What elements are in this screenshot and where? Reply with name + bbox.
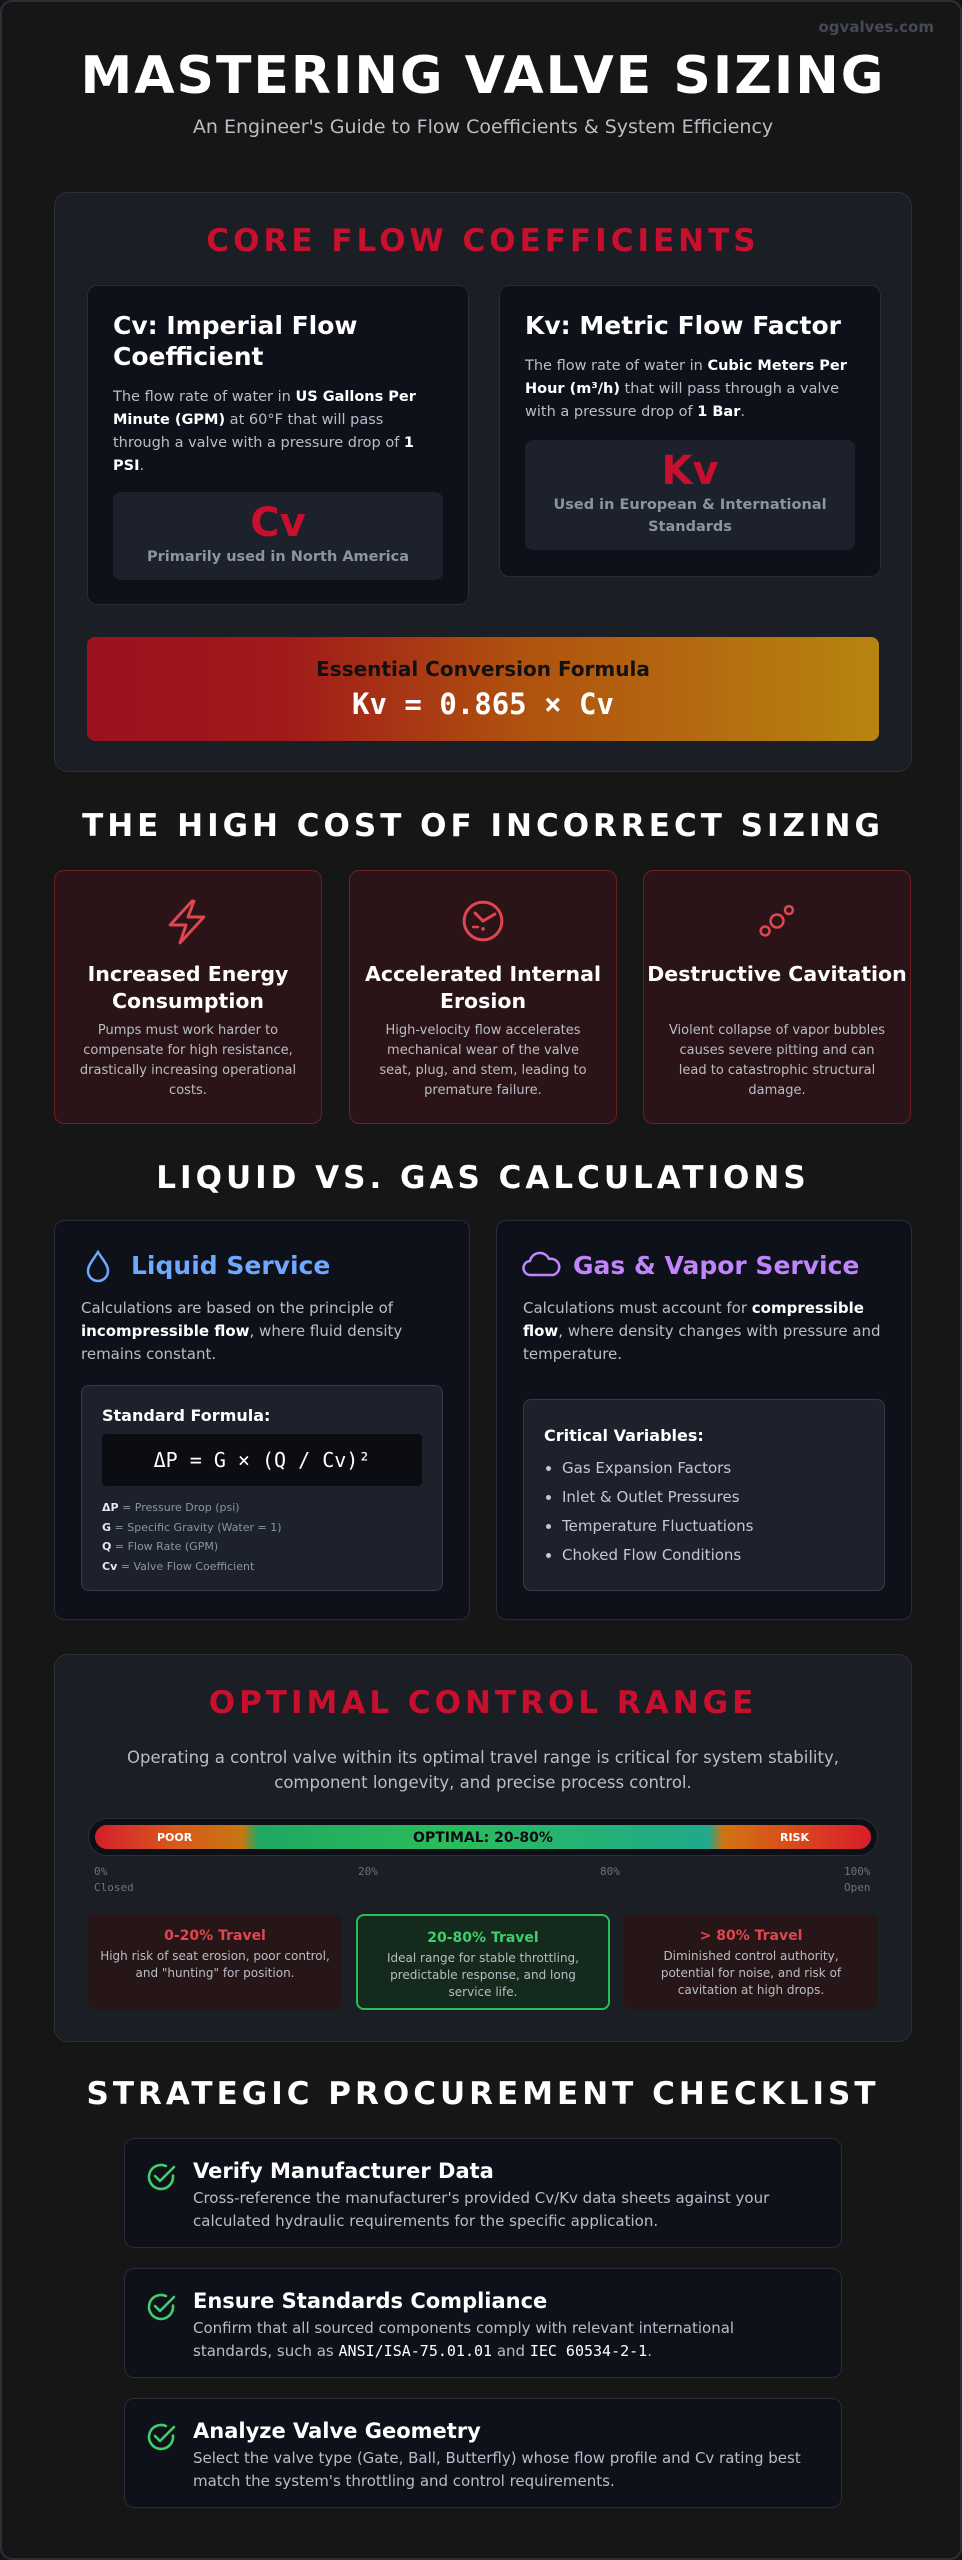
cost-desc-energy: Pumps must work harder to compensate for high resistance, drastically increasing operational costs. [79, 1023, 297, 1098]
cost-card-cavitation [643, 870, 911, 1124]
tick-20 [358, 1864, 378, 1880]
cost-card-erosion [349, 870, 617, 1124]
gas-variables-label: Critical Variables: [544, 1426, 704, 1445]
droplet-icon [81, 1249, 115, 1283]
checklist-item [124, 2398, 842, 2508]
gas-variables-list [562, 1454, 753, 1570]
list-item: • Temperature Fluctuations [562, 1512, 753, 1541]
checklist-item-title: Ensure Standards Compliance [193, 2289, 548, 2313]
legend-item: Q = Flow Rate (GPM) [102, 1540, 219, 1553]
cv-card [87, 285, 469, 605]
tick-value: 80% [600, 1865, 620, 1878]
kv-symbol: Kv [661, 448, 719, 494]
brand-watermark: ogvalves.com [818, 18, 934, 36]
tick-value: 0% [94, 1865, 108, 1878]
cv-description: The flow rate of water in US Gallons Per Minute (GPM) at 60°F that will pass through a valve with a pressure drop of 1 PSI. [113, 389, 416, 474]
cost-desc-cavitation: Violent collapse of vapor bubbles causes severe pitting and can lead to catastrophic structural damage. [668, 1023, 886, 1098]
kv-card [499, 285, 881, 577]
liquid-formula: ΔP = G × (Q / Cv)² [102, 1434, 422, 1486]
lightning-icon [55, 897, 321, 945]
liquid-service-description: Calculations are based on the principle of incompressible flow, where fluid density remains constant. [81, 1299, 403, 1363]
gauge-risk-label: RISK [779, 1831, 809, 1844]
gas-variables-box [523, 1399, 885, 1591]
range-title-optimal: 20-80% Travel [427, 1930, 539, 1946]
range-desc-high: Diminished control authority, potential for noise, and risk of cavitation at high drops. [660, 1949, 842, 1997]
kv-title: Kv: Metric Flow Factor [525, 311, 841, 340]
tick-sub: Closed [94, 1881, 134, 1894]
legend-item: G = Specific Gravity (Water = 1) [102, 1520, 282, 1534]
gas-service-header [523, 1249, 891, 1283]
gauge-optimal-label: OPTIMAL: 20-80% [413, 1830, 553, 1846]
check-circle-icon [145, 2161, 177, 2193]
cost-title-cavitation: Destructive Cavitation [647, 962, 907, 986]
kv-symbol-box [525, 440, 855, 550]
gas-service-card [496, 1220, 912, 1620]
cv-title: Cv: Imperial Flow Coefficient [113, 311, 358, 371]
check-circle-icon [145, 2291, 177, 2323]
checklist-item-desc: Cross-reference the manufacturer's provided Cv/Kv data sheets against your calculated hydraulic requirements for the specific application. [193, 2189, 770, 2230]
coefficients-title: CORE FLOW COEFFICIENTS [206, 223, 760, 259]
cost-title-erosion: Accelerated Internal Erosion [365, 962, 601, 1013]
range-title-low: 0-20% Travel [164, 1928, 266, 1944]
costs-title: THE HIGH COST OF INCORRECT SIZING [82, 808, 884, 844]
erosion-gauge-icon [350, 897, 616, 945]
bubbles-icon [644, 897, 910, 945]
cost-desc-erosion: High-velocity flow accelerates mechanical wear of the valve seat, plug, and stem, leading to premature failure. [379, 1023, 587, 1098]
conversion-formula-equation: Kv = 0.865 × Cv [352, 687, 614, 721]
cost-title-energy: Increased Energy Consumption [87, 962, 289, 1013]
control-range-description: Operating a control valve within its optimal travel range is critical for system stability, component longevity, and precise process control. [127, 1748, 839, 1792]
tick-80 [600, 1864, 620, 1880]
kv-description: The flow rate of water in Cubic Meters Per Hour (m³/h) that will pass through a valve with a pressure drop of 1 Bar. [525, 358, 847, 420]
gauge-poor-label: POOR [157, 1831, 193, 1844]
checklist-item-title: Verify Manufacturer Data [193, 2159, 494, 2183]
checklist-item [124, 2268, 842, 2378]
cost-card-energy [54, 870, 322, 1124]
list-item: • Inlet & Outlet Pressures [562, 1483, 753, 1512]
cv-usage-note: Primarily used in North America [146, 549, 409, 565]
liquid-service-title: Liquid Service [131, 1251, 331, 1280]
calculations-title: LIQUID VS. GAS CALCULATIONS [156, 1160, 810, 1196]
page-subtitle: An Engineer's Guide to Flow Coefficients & System Efficiency [192, 116, 774, 138]
cv-symbol-box [113, 492, 443, 580]
checklist-item [124, 2138, 842, 2248]
liquid-formula-box [81, 1385, 443, 1591]
control-range-title: OPTIMAL CONTROL RANGE [208, 1685, 758, 1721]
checklist-title: STRATEGIC PROCUREMENT CHECKLIST [86, 2076, 880, 2112]
legend-item: ΔP = Pressure Drop (psi) [102, 1501, 240, 1514]
liquid-service-card [54, 1220, 470, 1620]
cv-symbol: Cv [250, 500, 306, 546]
coefficients-panel [54, 192, 912, 772]
conversion-formula-label: Essential Conversion Formula [316, 657, 650, 681]
gas-service-description: Calculations must account for compressible flow, where density changes with pressure and temperature. [523, 1299, 881, 1363]
checklist-item-desc: Select the valve type (Gate, Ball, Butterfly) whose flow profile and Cv rating best match the system's throttling and control requirements. [193, 2449, 801, 2490]
tick-value: 20% [358, 1865, 378, 1878]
liquid-formula-legend [102, 1498, 282, 1576]
tick-value: 100% [844, 1865, 871, 1878]
travel-range-gauge [88, 1818, 878, 1856]
liquid-service-header [81, 1249, 449, 1283]
tick-100 [844, 1864, 871, 1896]
liquid-formula-label: Standard Formula: [102, 1406, 271, 1425]
tick-sub: Open [844, 1881, 871, 1894]
conversion-formula-banner [87, 637, 879, 741]
checklist-item-desc: Confirm that all sourced components comply with relevant international standards, such as ANSI/ISA-75.01.01 and IEC 60534-2-1. [193, 2319, 735, 2360]
gas-service-title: Gas & Vapor Service [573, 1251, 860, 1280]
range-title-high: > 80% Travel [699, 1928, 803, 1944]
list-item: • Gas Expansion Factors [562, 1454, 753, 1483]
range-desc-optimal: Ideal range for stable throttling, predictable response, and long service life. [387, 1951, 579, 1999]
range-card-high [624, 1914, 878, 2010]
cloud-icon [521, 1249, 561, 1283]
range-card-optimal [356, 1914, 610, 2010]
range-card-low [88, 1914, 342, 2010]
tick-0 [94, 1864, 134, 1896]
travel-range-gradient [95, 1825, 871, 1849]
kv-usage-note: Used in European & International Standards [553, 497, 827, 535]
checklist-item-title: Analyze Valve Geometry [193, 2419, 481, 2443]
page-title: MASTERING VALVE SIZING [80, 46, 886, 106]
check-circle-icon [145, 2421, 177, 2453]
range-desc-low: High risk of seat erosion, poor control, and "hunting" for position. [100, 1949, 330, 1980]
legend-item: Cv = Valve Flow Coefficient [102, 1559, 255, 1573]
list-item: • Choked Flow Conditions [562, 1541, 753, 1570]
